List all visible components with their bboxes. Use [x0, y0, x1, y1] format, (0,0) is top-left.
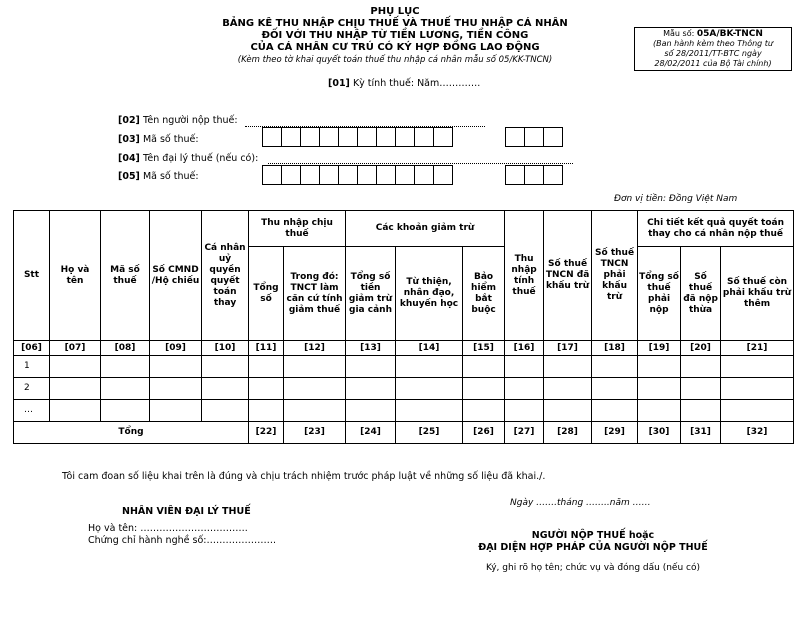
- table-cell[interactable]: [101, 378, 150, 400]
- header-detail-group: Chi tiết kết quả quyết toán thay cho cá nhân nộp thuế: [638, 211, 794, 247]
- total-code-cell: [24]: [346, 422, 396, 444]
- table-cell[interactable]: [101, 356, 150, 378]
- code-cell: [14]: [396, 341, 463, 356]
- currency-unit: Đơn vị tiền: Đồng Việt Nam: [614, 194, 738, 204]
- table-cell[interactable]: [249, 378, 284, 400]
- commitment-statement: Tôi cam đoan số liệu khai trên là đúng và chịu trách nhiệm trước pháp luật về những số liệu đã khai./.: [62, 471, 546, 482]
- header-deduct-insurance: Bảo hiểm bắt buộc: [463, 247, 505, 341]
- total-code-cell: [23]: [284, 422, 346, 444]
- field-05-label: [05] Mã số thuế:: [118, 171, 199, 182]
- agent-name[interactable]: Họ và tên: …………………………….: [88, 523, 248, 534]
- code-cell: [15]: [463, 341, 505, 356]
- table-cell[interactable]: [346, 378, 396, 400]
- document-title: [190, 6, 600, 66]
- row-number: 2: [14, 378, 50, 400]
- table-cell[interactable]: [721, 400, 794, 422]
- header-income-total: Tổng số: [249, 247, 284, 341]
- code-cell: [11]: [249, 341, 284, 356]
- total-code-cell: [22]: [249, 422, 284, 444]
- form-issue-line-1: (Ban hành kèm theo Thông tư: [653, 39, 773, 48]
- title-line-1: PHỤ LỤC: [370, 6, 420, 17]
- tax-period: [01] Kỳ tính thuế: Năm………….: [328, 78, 481, 89]
- table-cell[interactable]: [463, 378, 505, 400]
- table-cell[interactable]: [592, 356, 638, 378]
- payer-title-line-1: NGƯỜI NỘP THUẾ hoặc: [531, 530, 655, 541]
- header-tax-withheld: Số thuế TNCN đã khấu trừ: [544, 211, 592, 341]
- agent-tax-code-suffix-boxes[interactable]: [505, 165, 562, 185]
- income-tax-table: [13, 210, 794, 444]
- table-cell[interactable]: [638, 356, 681, 378]
- table-cell[interactable]: [50, 356, 101, 378]
- taxpayer-tax-code-suffix-boxes[interactable]: [505, 127, 562, 147]
- code-cell: [17]: [544, 341, 592, 356]
- total-label: Tổng: [14, 422, 249, 444]
- table-cell[interactable]: [396, 356, 463, 378]
- table-cell[interactable]: [346, 356, 396, 378]
- code-cell: [13]: [346, 341, 396, 356]
- code-cell: [21]: [721, 341, 794, 356]
- table-cell[interactable]: [544, 378, 592, 400]
- field-02-label: [02] Tên người nộp thuế:: [118, 115, 238, 126]
- total-code-cell: [27]: [505, 422, 544, 444]
- column-code-row: [14, 341, 794, 356]
- header-deduct-charity: Từ thiện, nhân đạo, khuyến học: [396, 247, 463, 341]
- total-code-cell: [28]: [544, 422, 592, 444]
- table-cell[interactable]: [150, 378, 202, 400]
- payer-title-line-2: ĐẠI DIỆN HỢP PHÁP CỦA NGƯỜI NỘP THUẾ: [478, 542, 708, 553]
- total-code-cell: [32]: [721, 422, 794, 444]
- table-cell[interactable]: [202, 378, 249, 400]
- row-number: 1: [14, 356, 50, 378]
- form-issue-line-2: số 28/2011/TT-BTC ngày: [664, 49, 762, 58]
- header-taxable-income: Thu nhập tính thuế: [505, 211, 544, 341]
- code-cell: [07]: [50, 341, 101, 356]
- table-cell[interactable]: [505, 356, 544, 378]
- field-03-label: [03] Mã số thuế:: [118, 134, 199, 145]
- agent-tax-code-boxes[interactable]: [262, 165, 452, 185]
- table-cell[interactable]: [505, 378, 544, 400]
- header-tax-payable: Số thuế TNCN phải khấu trừ: [592, 211, 638, 341]
- header-income-tnct: Trong đó: TNCT làm căn cứ tính giảm thuế: [284, 247, 346, 341]
- table-cell[interactable]: [396, 400, 463, 422]
- taxpayer-tax-code-boxes[interactable]: [262, 127, 452, 147]
- code-cell: [18]: [592, 341, 638, 356]
- table-cell[interactable]: [150, 356, 202, 378]
- title-note: (Kèm theo tờ khai quyết toán thuế thu nhập cá nhân mẫu số 05/KK-TNCN): [237, 55, 553, 65]
- form-code-box: [634, 27, 792, 71]
- table-cell[interactable]: [463, 356, 505, 378]
- table-cell[interactable]: [396, 378, 463, 400]
- title-line-3: ĐỐI VỚI THU NHẬP TỪ TIỀN LƯƠNG, TIỀN CÔNG: [261, 30, 529, 41]
- header-id-number: Số CMND /Hộ chiếu: [150, 211, 202, 341]
- field-04-label: [04] Tên đại lý thuế (nếu có):: [118, 153, 259, 164]
- code-cell: [08]: [101, 341, 150, 356]
- table-row: [14, 400, 794, 422]
- table-cell[interactable]: [638, 378, 681, 400]
- table-row: [14, 356, 794, 378]
- table-cell[interactable]: [249, 356, 284, 378]
- total-code-cell: [26]: [463, 422, 505, 444]
- table-cell[interactable]: [681, 400, 721, 422]
- table-cell[interactable]: [284, 356, 346, 378]
- code-cell: [16]: [505, 341, 544, 356]
- header-name: Họ và tên: [50, 211, 101, 341]
- table-cell[interactable]: [50, 400, 101, 422]
- table-cell[interactable]: [249, 400, 284, 422]
- table-cell[interactable]: [681, 356, 721, 378]
- total-code-cell: [30]: [638, 422, 681, 444]
- code-cell: [12]: [284, 341, 346, 356]
- agent-certificate[interactable]: Chứng chỉ hành nghề số:………………….: [88, 535, 276, 546]
- table-cell[interactable]: [284, 400, 346, 422]
- form-issue-line-3: 28/02/2011 của Bộ Tài chính): [654, 59, 772, 68]
- code-cell: [19]: [638, 341, 681, 356]
- payer-signature-note: Ký, ghi rõ họ tên; chức vụ và đóng dấu (nếu có): [485, 563, 700, 573]
- header-detail-remaining: Số thuế còn phải khấu trừ thêm: [721, 247, 794, 341]
- table-cell[interactable]: [681, 378, 721, 400]
- title-line-4: CỦA CÁ NHÂN CƯ TRÚ CÓ KÝ HỢP ĐỒNG LAO ĐỘNG: [250, 42, 540, 53]
- table-cell[interactable]: [50, 378, 101, 400]
- agent-title: NHÂN VIÊN ĐẠI LÝ THUẾ: [122, 506, 251, 517]
- table-cell[interactable]: [638, 400, 681, 422]
- table-cell[interactable]: [150, 400, 202, 422]
- header-stt: Stt: [14, 211, 50, 341]
- header-deduct-family: Tổng số tiền giảm trừ gia cảnh: [346, 247, 396, 341]
- total-row: [14, 422, 794, 444]
- code-cell: [06]: [14, 341, 50, 356]
- total-code-cell: [29]: [592, 422, 638, 444]
- total-code-cell: [25]: [396, 422, 463, 444]
- table-cell[interactable]: [202, 400, 249, 422]
- row-number: …: [14, 400, 50, 422]
- table-cell[interactable]: [721, 378, 794, 400]
- header-detail-over: Số thuế đã nộp thừa: [681, 247, 721, 341]
- tax-agent-name-input[interactable]: [268, 163, 573, 164]
- header-authorized: Cá nhân uỷ quyền quyết toán thay: [202, 211, 249, 341]
- header-tax-code: Mã số thuế: [101, 211, 150, 341]
- header-income-group: Thu nhập chịu thuế: [249, 211, 346, 247]
- form-code-line: Mẫu số: 05A/BK-TNCN: [663, 29, 763, 39]
- table-cell[interactable]: [544, 356, 592, 378]
- table-cell[interactable]: [346, 400, 396, 422]
- table-cell[interactable]: [544, 400, 592, 422]
- table-cell[interactable]: [592, 378, 638, 400]
- table-cell[interactable]: [463, 400, 505, 422]
- table-cell[interactable]: [284, 378, 346, 400]
- code-cell: [09]: [150, 341, 202, 356]
- table-cell[interactable]: [721, 356, 794, 378]
- header-detail-total: Tổng số thuế phải nộp: [638, 247, 681, 341]
- table-cell[interactable]: [202, 356, 249, 378]
- table-cell[interactable]: [505, 400, 544, 422]
- table-row: [14, 378, 794, 400]
- signing-date[interactable]: Ngày …….tháng ……..năm ……: [510, 498, 651, 508]
- code-cell: [10]: [202, 341, 249, 356]
- title-line-2: BẢNG KÊ THU NHẬP CHỊU THUẾ VÀ THUẾ THU NHẬP CÁ NHÂN: [222, 18, 568, 29]
- table-cell[interactable]: [592, 400, 638, 422]
- code-cell: [20]: [681, 341, 721, 356]
- header-deduction-group: Các khoản giảm trừ: [346, 211, 505, 247]
- total-code-cell: [31]: [681, 422, 721, 444]
- table-cell[interactable]: [101, 400, 150, 422]
